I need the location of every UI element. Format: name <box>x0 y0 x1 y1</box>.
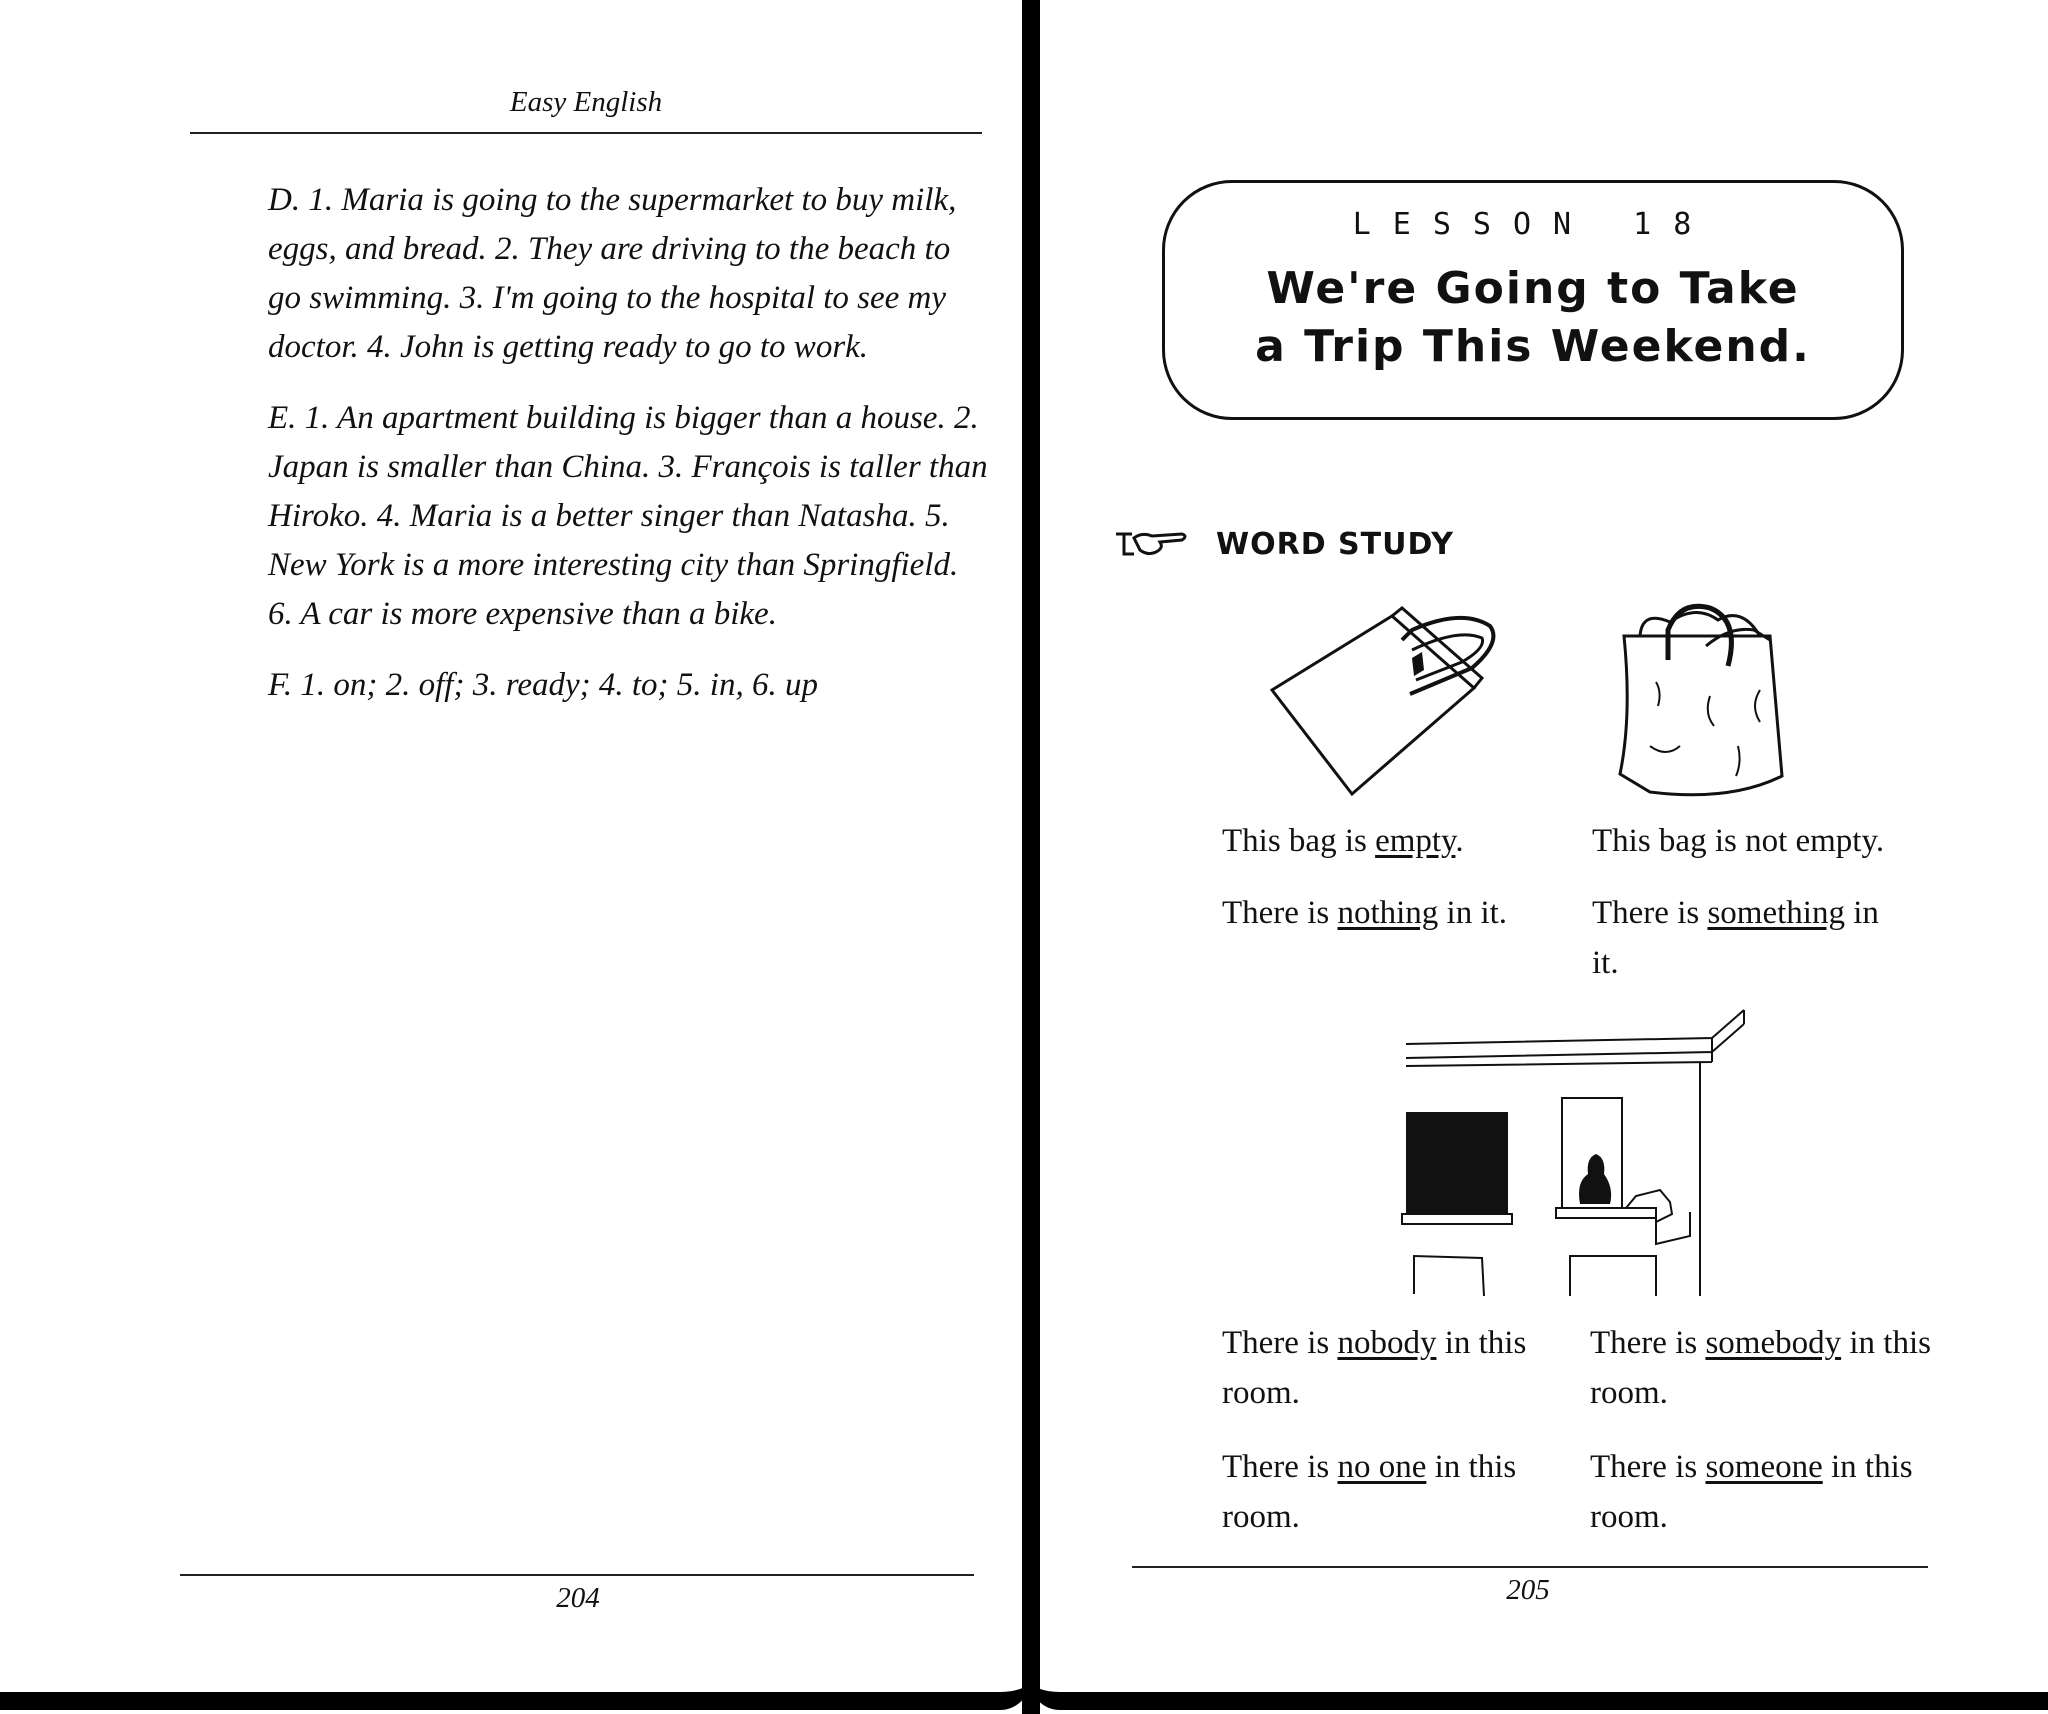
vocab-someone: someone <box>1705 1449 1823 1485</box>
caption-nobody: There is nobody in this room. <box>1222 1325 1527 1411</box>
caption-somebody: There is somebody in this room. <box>1590 1325 1931 1411</box>
page-number-right: 205 <box>1506 1574 1550 1606</box>
header-rule <box>190 132 982 134</box>
lesson-title <box>1165 260 1901 376</box>
vocab-nobody: nobody <box>1337 1325 1437 1361</box>
caption-empty-2: There is nothing in it. <box>1222 895 1508 931</box>
footer-rule-left <box>180 1574 974 1576</box>
building-illustration <box>1400 1004 1750 1300</box>
caption-no-one: There is no one in this room. <box>1222 1449 1517 1535</box>
caption-someone: There is someone in this room. <box>1590 1449 1913 1535</box>
caption-full-1: This bag is not empty. <box>1592 823 1885 859</box>
running-head: Easy English <box>509 86 663 118</box>
empty-bag-illustration <box>1262 598 1522 798</box>
word-study-label: WORD STUDY <box>1216 526 1454 562</box>
lesson-banner <box>1162 180 1904 420</box>
page-number-left: 204 <box>556 1582 600 1614</box>
page-edge-left <box>0 1680 1030 1710</box>
full-bag-illustration <box>1610 596 1792 802</box>
answer-e: E. 1. An apartment building is bigger than a house. 2. Japan is smaller than China. 3. François is taller than Hiroko. 4. Maria is a better singer than Natasha. 5. New York is a more interesting city than Springfield. 6. A car is more expensive than a bike. <box>268 400 988 632</box>
vocab-nothing: nothing <box>1337 895 1439 931</box>
caption-full-2: There is something in it. <box>1592 895 1879 981</box>
caption-empty-1: This bag is empty. <box>1222 823 1464 859</box>
vocab-empty: empty <box>1375 823 1456 859</box>
page-edge-right <box>1030 1680 2048 1710</box>
vocab-something: something <box>1707 895 1845 931</box>
answer-key <box>268 176 988 732</box>
lesson-title-line1: We're Going to Take <box>1266 263 1800 314</box>
lesson-title-line2: a Trip This Weekend. <box>1255 321 1811 372</box>
answer-d: D. 1. Maria is going to the supermarket to buy milk, eggs, and bread. 2. They are driving to the beach to go swimming. 3. I'm going to the hospital to see my doctor. 4. John is getting ready to go to work. <box>268 182 957 365</box>
word-study-heading <box>1112 524 1454 564</box>
lesson-label: LESSON 18 <box>1352 207 1714 242</box>
pointing-hand-icon <box>1112 524 1192 564</box>
book-spine <box>1022 0 1040 1714</box>
answer-f: F. 1. on; 2. off; 3. ready; 4. to; 5. in, 6. up <box>268 667 818 703</box>
footer-rule-right <box>1132 1566 1928 1568</box>
vocab-no-one: no one <box>1337 1449 1427 1485</box>
vocab-somebody: somebody <box>1705 1325 1842 1361</box>
